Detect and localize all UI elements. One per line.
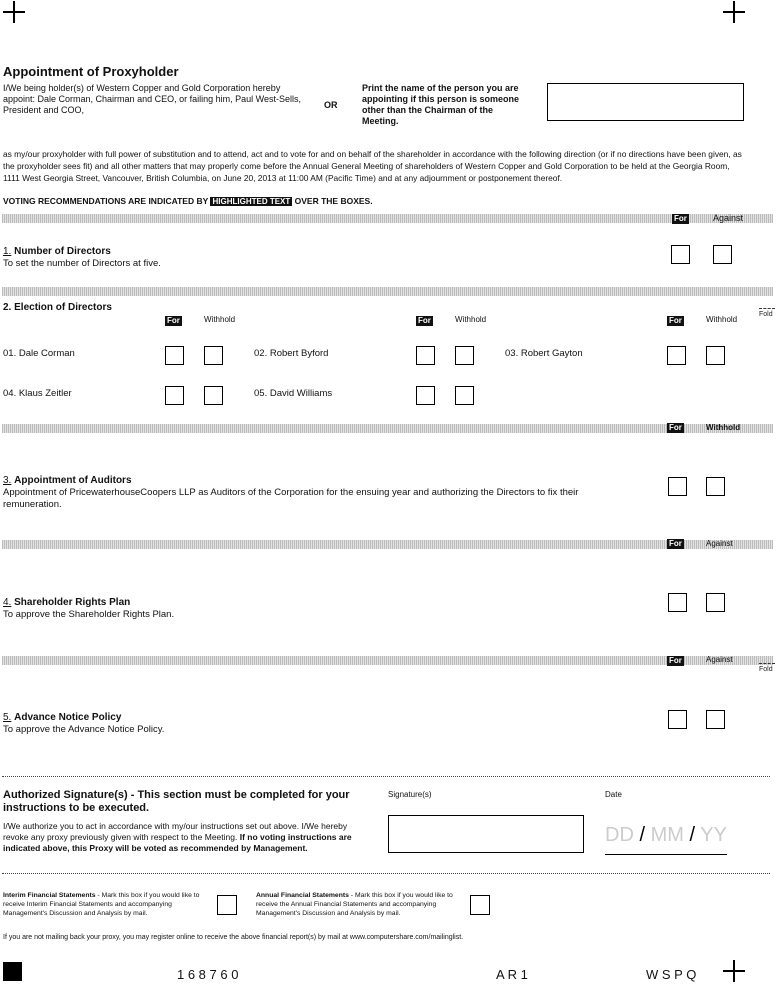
appoint-text: I/We being holder(s) of Western Copper and Gold Corporation hereby appoint: Dale Corman, Chairman and CEO, or failing him, Paul West-Sells, President and COO, [3,83,301,115]
signature-heading: Authorized Signature(s) - This section must be completed for your instructions to be executed. [3,789,350,814]
footer-code-3: W S P Q [646,967,697,982]
signature-label: Signature(s) [388,790,432,799]
annual-title: Annual Financial Statements [256,892,349,899]
against-header-4: Against [706,539,733,548]
director-05-label: 05. David Williams [254,388,333,399]
date-label: Date [605,790,622,799]
section-band-5 [2,656,773,665]
director-01-withhold-checkbox[interactable] [204,346,223,365]
for-header-3: For [669,423,682,432]
footer-code-1: 1 6 8 7 6 0 [177,967,239,982]
voting-rec-prefix: VOTING RECOMMENDATIONS ARE INDICATED BY [3,196,209,206]
voting-recommendation [3,196,373,207]
item2-title: 2. Election of Directors [3,302,112,313]
section-band-1 [2,214,773,223]
for-header-1: For [674,214,687,223]
director-01-label: 01. Dale Corman [3,348,75,359]
voting-rec-suffix: OVER THE BOXES. [294,196,373,206]
director-04-withhold-checkbox[interactable] [204,386,223,405]
director-02-withhold-checkbox[interactable] [455,346,474,365]
director-02-for-checkbox[interactable] [416,346,435,365]
item1-title-text: Number of Directors [14,246,111,257]
for-header-col1: For [167,316,180,325]
signature-text [3,821,373,854]
item5-against-checkbox[interactable] [706,710,725,729]
section-band-2 [2,287,773,296]
item3-num: 3. [3,475,12,486]
registration-mark-top-right [723,1,745,23]
fold-mark-2: Fold [759,666,773,673]
item4-title [3,597,130,608]
item5-num: 5. [3,712,12,723]
item3-title [3,475,132,486]
proxyholder-name-field[interactable] [547,83,744,121]
print-name-text: Print the name of the person you are appointing if this person is someone other than the Chairman of the Meeting. [362,83,520,126]
section-band-3 [2,424,773,433]
date-mm: MM [650,824,684,846]
item4-title-text: Shareholder Rights Plan [14,597,131,608]
date-yy: YY [700,824,727,846]
online-note: If you are not mailing back your proxy, you may register online to receive the above financial report(s) by mail at www.computershare.com/mailinglist. [3,934,464,941]
director-01-for-checkbox[interactable] [165,346,184,365]
item4-against-checkbox[interactable] [706,593,725,612]
item5-desc: To approve the Advance Notice Policy. [3,724,165,735]
item5-for-checkbox[interactable] [668,710,687,729]
annual-checkbox[interactable] [470,895,490,915]
item3-for-checkbox[interactable] [668,477,687,496]
director-05-for-checkbox[interactable] [416,386,435,405]
for-header-5: For [669,656,682,665]
item4-for-checkbox[interactable] [668,593,687,612]
withhold-header-col3: Withhold [706,315,738,324]
signature-divider-top [2,776,770,777]
director-03-withhold-checkbox[interactable] [706,346,725,365]
item4-desc: To approve the Shareholder Rights Plan. [3,609,175,620]
signature-text-bold: If no voting instructions are indicated above, this Proxy will be voted as recommended by Management. [3,832,352,853]
for-header-4: For [669,539,682,548]
proxy-paragraph: as my/our proxyholder with full power of substitution and to attend, act and to vote for and on behalf of the shareholder in accordance with the following direction (or if no directions have been given, as the proxyholder sees fit) and all other matters that may properly come before the Annual General Meeting of shareholders of Western Copper and Gold Corporation to be held at the Georgia Room, 1111 West Georgia Street, Vancouver, British Columbia, on June 20, 2013 at 11:00 AM (Pacific Time) and at any adjournment or postponement thereof. [3,149,742,183]
signature-field[interactable] [388,815,584,853]
director-04-label: 04. Klaus Zeitler [3,388,72,399]
director-03-for-checkbox[interactable] [667,346,686,365]
item3-title-text: Appointment of Auditors [14,475,132,486]
signature-text-normal: I/We authorize you to act in accordance with my/our instructions set out above. I/We hereby revoke any proxy previously given with respect to the Meeting. [3,821,348,842]
annual-text [256,891,461,918]
fold-mark-1: Fold [759,311,773,318]
item1-num: 1. [3,246,12,257]
item5-title [3,712,121,723]
item5-title-text: Advance Notice Policy [14,712,122,723]
item1-against-checkbox[interactable] [713,245,732,264]
director-02-label: 02. Robert Byford [254,348,329,359]
interim-text [3,891,208,918]
or-label: OR [324,100,338,110]
section-band-4 [2,540,773,549]
page-title: Appointment of Proxyholder [3,64,179,79]
item1-for-checkbox[interactable] [671,245,690,264]
director-05-withhold-checkbox[interactable] [455,386,474,405]
item1-desc: To set the number of Directors at five. [3,258,161,269]
item3-desc: Appointment of PricewaterhouseCoopers LLP as Auditors of the Corporation for the ensuing year and authorizing the Directors to fix their remuneration. [3,487,579,510]
against-header-1: Against [713,213,744,223]
date-slash-2: / [689,824,696,846]
item1-title [3,246,111,257]
director-04-for-checkbox[interactable] [165,386,184,405]
date-field[interactable] [605,824,727,855]
against-header-5: Against [706,655,733,664]
interim-title: Interim Financial Statements [3,892,96,899]
interim-body: - Mark this box if you would like to receive Interim Financial Statements and accompanying Management's Discussion and Analysis by mail. [3,892,200,917]
date-slash-1: / [639,824,646,846]
for-header-col3: For [669,316,682,325]
withhold-header-col1: Withhold [204,315,236,324]
footer-code-2: A R 1 [496,967,528,982]
footer-black-square [3,962,22,981]
registration-mark-bottom-right [723,960,745,982]
date-dd: DD [605,824,634,846]
item4-num: 4. [3,597,12,608]
item3-withhold-checkbox[interactable] [706,477,725,496]
director-03-label: 03. Robert Gayton [505,348,583,359]
voting-rec-highlight: HIGHLIGHTED TEXT [212,197,291,206]
withhold-header-3: Withhold [706,423,741,432]
withhold-header-col2: Withhold [455,315,487,324]
signature-divider-bottom [2,873,770,874]
for-header-col2: For [418,316,431,325]
interim-checkbox[interactable] [217,895,237,915]
annual-body: - Mark this box if you would like to receive the Annual Financial Statements and accompanying Management's Discussion and Analysis by mail. [256,892,453,917]
registration-mark-top-left [3,1,25,23]
